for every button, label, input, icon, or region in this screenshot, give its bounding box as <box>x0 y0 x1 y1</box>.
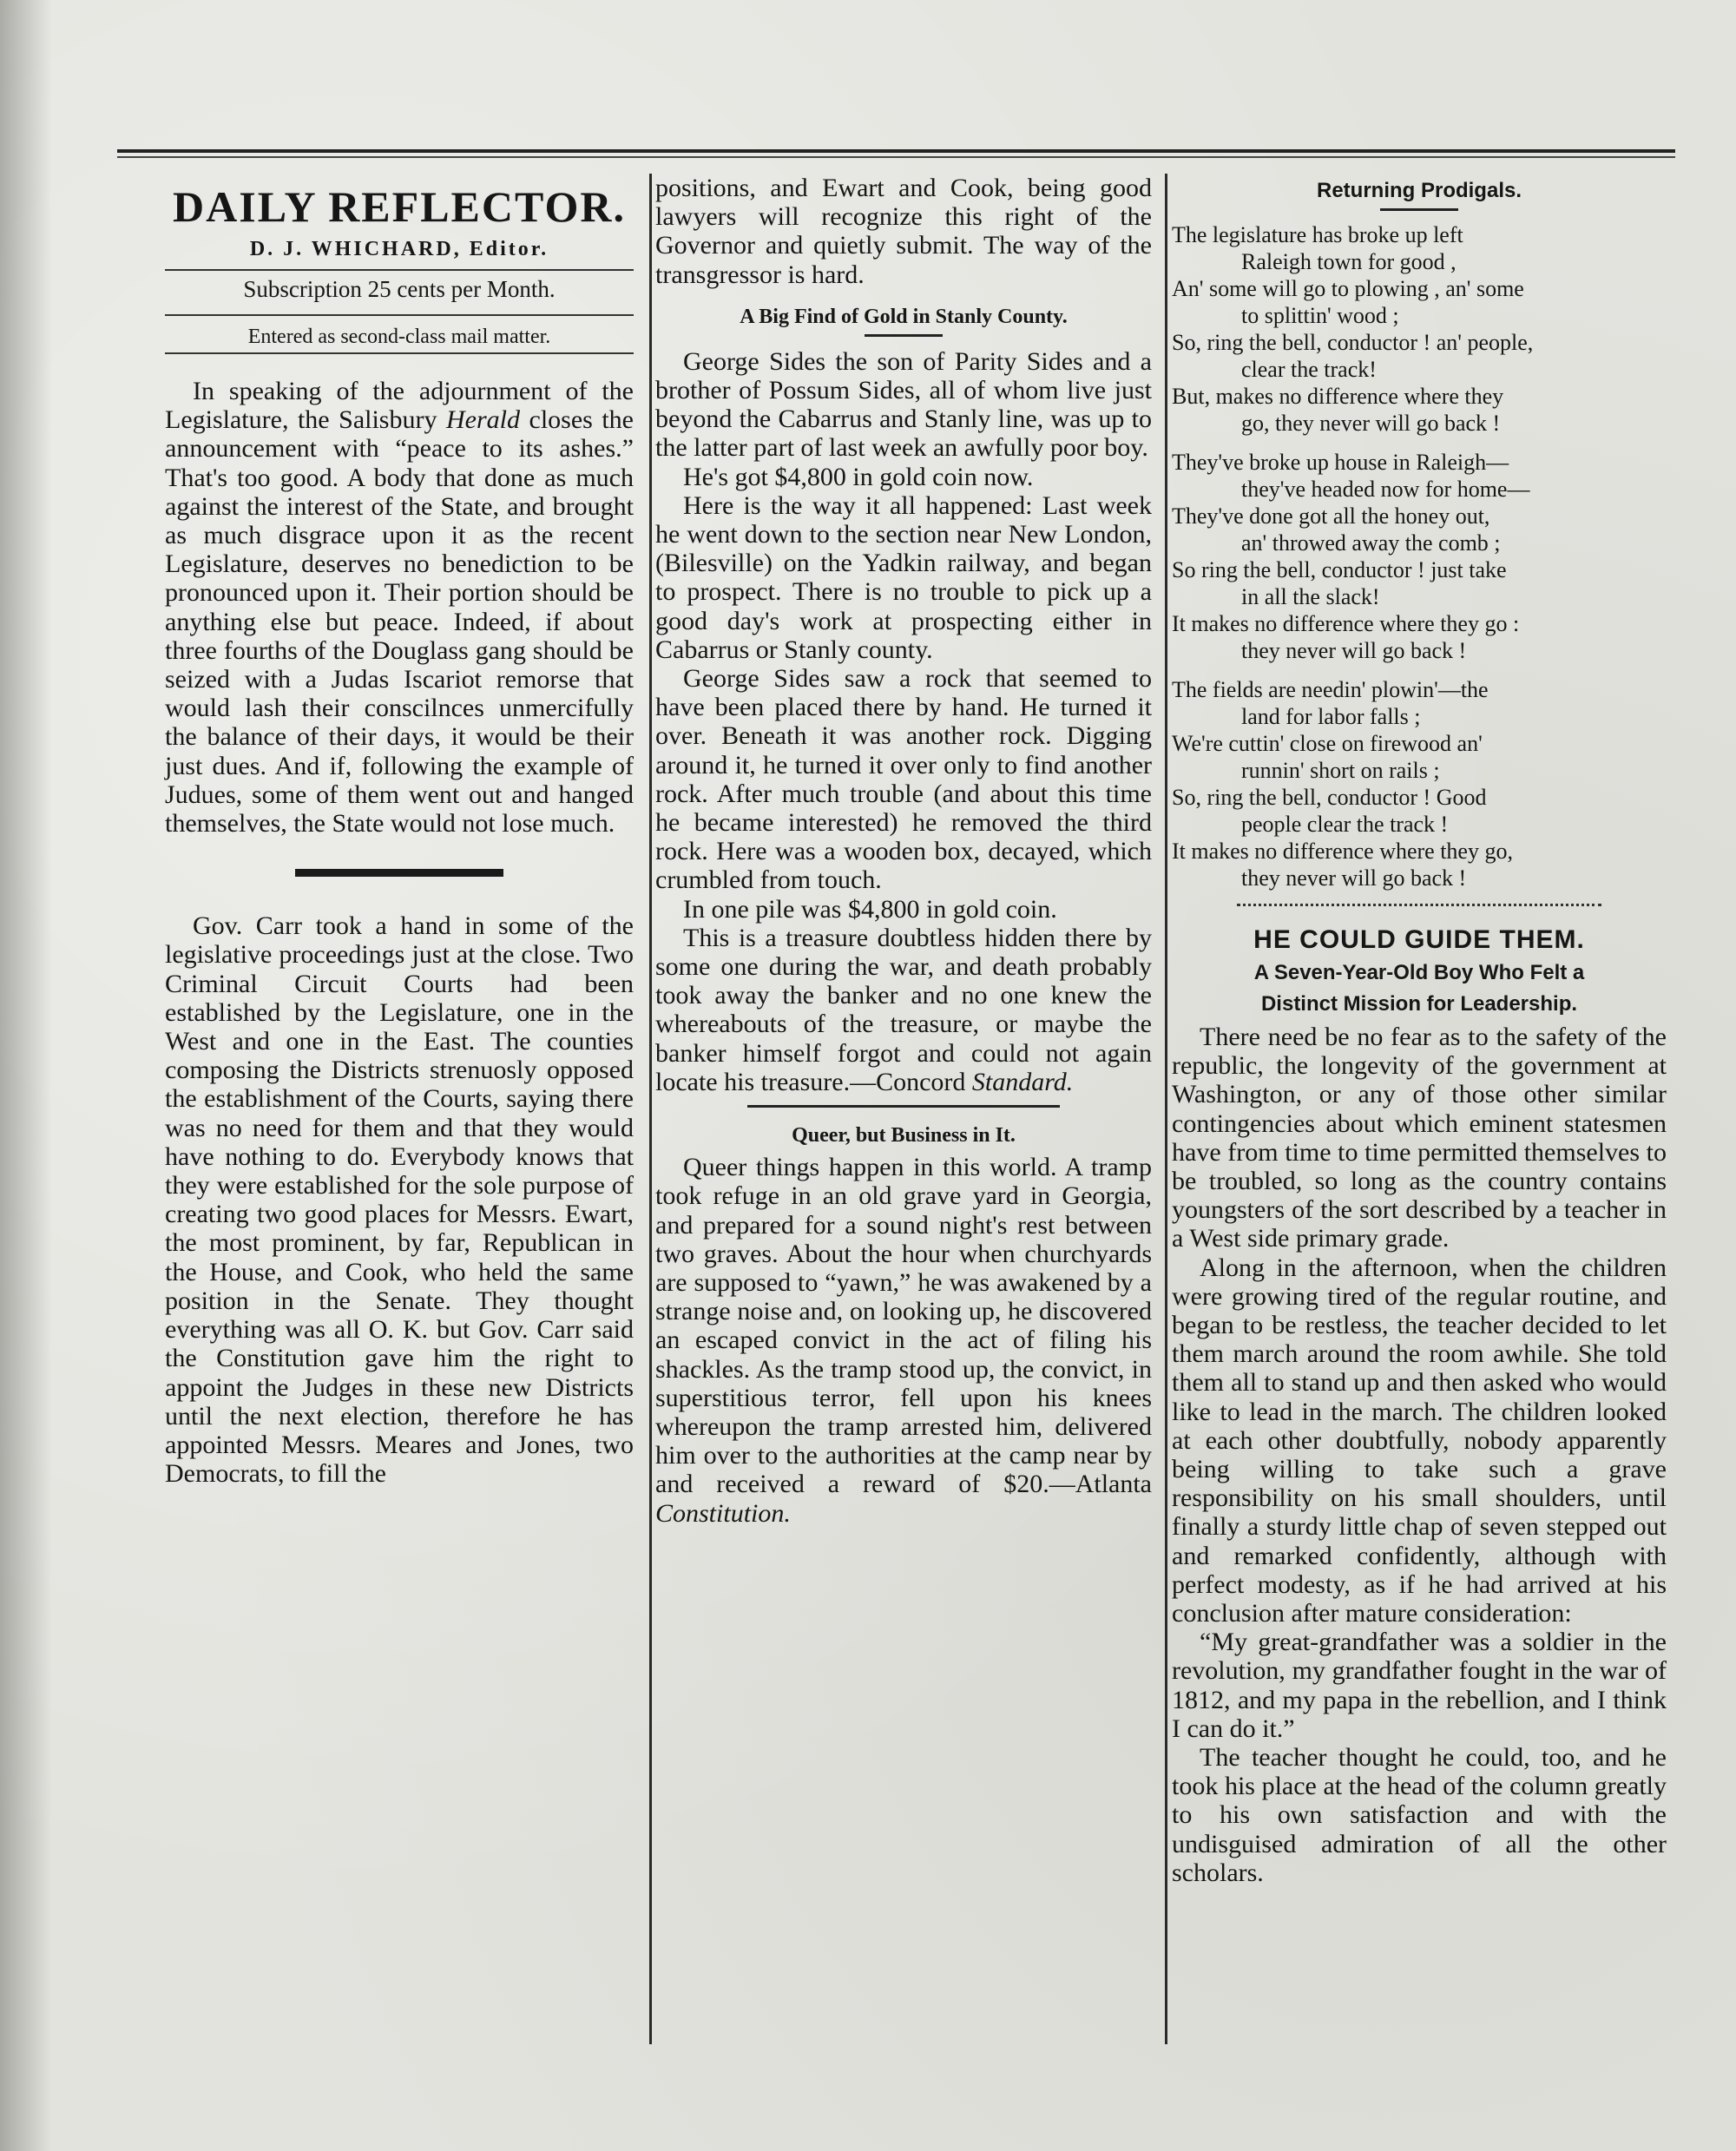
gold-paragraph-1: George Sides the son of Parity Sides and a brother of Possum Sides, all of whom live just beyond the Cabarrus and Stanly line, was up to the latter part of last week an awfully poor boy. <box>655 346 1152 463</box>
guide-subheading-2: Distinct Mission for Leadership. <box>1260 992 1578 1016</box>
editorial-continued: positions, and Ewart and Cook, being good lawyers will recognize this right of the Governor and quietly submit. The way of the transgressor is hard. <box>655 174 1152 289</box>
gold-heading: A Big Find of Gold in Stanly County. <box>740 305 1068 328</box>
top-rule-thin <box>117 156 1675 158</box>
guide-paragraph-3: “My great-grandfather was a soldier in the revolution, my grandfather fought in the war of 1812, and my papa in the rebellion, and I think I can do it.” <box>1172 1628 1667 1743</box>
poem-stanza-2: They've broke up house in Raleigh— they've headed now for home— They've done got all the honey out, an' throwed away the comb ; So ring the bell, conductor ! just take in all the slack! It makes no difference where they go : they never will go back ! <box>1172 450 1530 663</box>
gold-paragraph-6: This is a treasure doubtless hidden there by some one during the war, and death probably took away the banker and no one knew the whereabouts of the treasure, or maybe the banker himself forgot and could not again locate his treasure.—Concord Standard. <box>655 923 1152 1096</box>
gold-paragraph-2: He's got $4,800 in gold coin now. <box>683 462 1034 491</box>
masthead-entered: Entered as second-class mail matter. <box>165 314 634 354</box>
column-2 <box>655 174 1152 1528</box>
guide-subheading-1: A Seven-Year-Old Boy Who Felt a <box>1253 961 1585 984</box>
guide-paragraph-2: Along in the afternoon, when the children were growing tired of the regular routine, and began to be restless, the teacher decided to let them march around the room awhile. She told them all to stand up and then asked who would like to lead in the march. The children looked at each other doubtfully, nobody apparently being willing to take such a grave responsibility on his small shoulders, until finally a sturdy little chap of seven stepped out and remarked confidently, although with perfect modesty, as if he had arrived at his conclusion after mature consideration: <box>1172 1253 1667 1628</box>
masthead-editor: D. J. WHICHARD, Editor. <box>249 238 549 260</box>
masthead-subscription: Subscription 25 cents per Month. <box>165 269 634 302</box>
editorial-gov-carr: Gov. Carr took a hand in some of the legislative proceedings just at the close. Two Criminal Circuit Courts had been established by the Legislature, one in the West and one in the East. The counties composing the Districts strenuosly opposed the establishment of the Courts, saying there was no need for them and that they would have nothing to do. Everybody knows that they were established for the sole purpose of creating two good places for Messrs. Ewart, the most prominent, by far, Republican in the House, and Cook, who held the same position in the Senate. They thought everything was all O. K. but Gov. Carr said the Constitution gave him the right to appoint the Judges in these new Districts until the next election, therefore he has appointed Messrs. Meares and Jones, two Democrats, to fill the <box>165 911 634 1489</box>
scan-edge-shadow <box>0 0 52 2151</box>
masthead-title: DAILY REFLECTOR. <box>173 182 626 231</box>
guide-heading: HE COULD GUIDE THEM. <box>1253 925 1585 954</box>
poem-title: Returning Prodigals. <box>1316 179 1522 202</box>
gold-paragraph-5: In one pile was $4,800 in gold coin. <box>683 894 1057 924</box>
guide-paragraph-1: There need be no fear as to the safety of the republic, the longevity of the government at Washington, or any of those other similar contingencies about which eminent statesmen have from time to time permitted themselves to be troubled, so long as the country contains youngsters of the sort described by a teacher in a West side primary grade. <box>1172 1023 1667 1253</box>
poem-rule <box>1380 208 1458 211</box>
top-rule <box>117 149 1675 153</box>
queer-paragraph: Queer things happen in this world. A tramp took refuge in an old grave yard in Georgia, and prepared for a sound night's rest between two graves. About the hour when churchyards are supposed to “yawn,” he was awakened by a strange noise and, on looking up, he discovered an escaped convict in the act of filing his shackles. As the tramp stood up, the convict, in superstitious terror, fell upon his knees whereupon the tramp arrested him, delivered him over to the authorities at the camp near by and received a reward of $20.—Atlanta Constitution. <box>655 1153 1152 1528</box>
gold-paragraph-4: George Sides saw a rock that seemed to have been placed there by hand. He turned it over. Beneath it was another rock. Digging around it, he turned it over only to find another rock. After much trouble (and about this time he became interested) he removed the third rock. Here was a wooden box, decayed, which crumbled from touch. <box>655 664 1152 895</box>
guide-paragraph-4: The teacher thought he could, too, and he took his place at the head of the column greatly to his own satisfaction and with the undisguised admiration of all the other scholars. <box>1172 1743 1667 1887</box>
heading-rule <box>865 334 943 337</box>
section-separator <box>295 869 503 877</box>
column-3 <box>1172 174 1667 1887</box>
poem-end-rule <box>1237 904 1601 906</box>
poem <box>1172 221 1667 891</box>
poem-stanza-3: The fields are needin' plowin'—the land for labor falls ; We're cuttin' close on firewood an' runnin' short on rails ; So, ring the bell, conductor ! Good people clear the track ! It makes no difference where they go, they never will go back ! <box>1172 677 1513 891</box>
column-rule-2 <box>1165 174 1167 2044</box>
article-rule <box>747 1105 1060 1108</box>
editorial-adjournment: In speaking of the adjournment of the Legislature, the Salisbury Herald closes the announcement with “peace to its ashes.” That's too good. A body that done as much against the interest of the State, and brought as much disgrace upon it as the recent Legislature, deserves no benediction to be pronounced upon it. Their portion should be anything else but peace. Indeed, if about three fourths of the Douglass gang should be seized with a Judas Iscariot remorse that would lash their conscilnces unmercifully the balance of their days, it would be their just dues. And if, following the example of Judues, some of them went out and hanged themselves, the State would not lose much. <box>165 377 634 839</box>
poem-stanza-1: The legislature has broke up left Raleigh town for good , An' some will go to plowing , an' some to splittin' wood ; So, ring the bell, conductor ! an' people, clear the track! But, makes no difference where they go, they never will go back ! <box>1172 222 1534 436</box>
column-rule-1 <box>649 174 652 2044</box>
queer-heading: Queer, but Business in It. <box>792 1124 1016 1148</box>
gold-paragraph-3: Here is the way it all happened: Last week he went down to the section near New London, (Bilesville) on the Yadkin railway, and began to prospect. There is no trouble to pick up a good day's work at prospecting either in Cabarrus or Stanly county. <box>655 490 1152 664</box>
column-1 <box>165 174 634 1488</box>
